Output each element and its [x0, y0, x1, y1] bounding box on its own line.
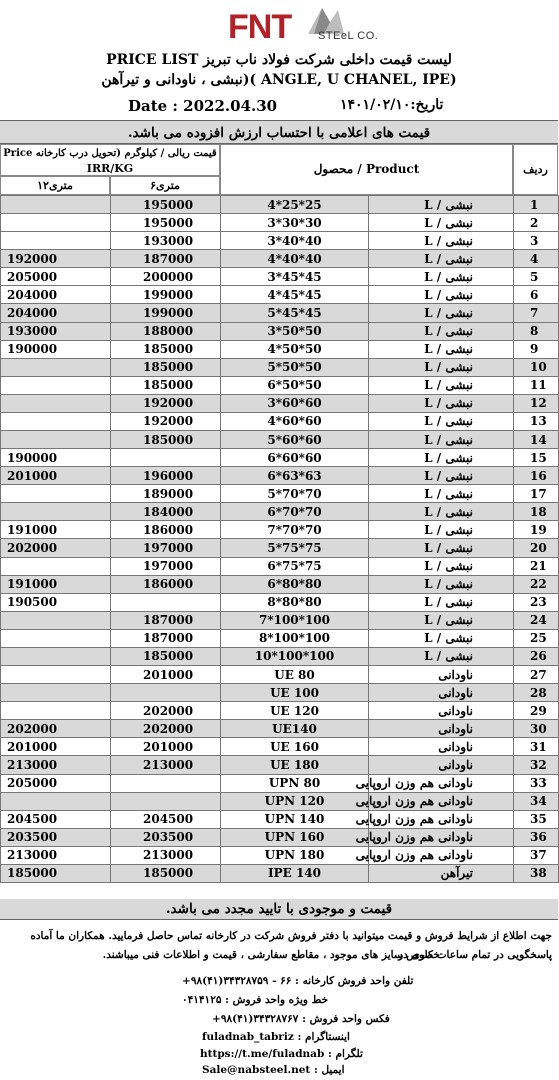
contact-hotline: [182, 994, 328, 1006]
table-row: [1, 250, 559, 268]
row-number-cell: 14: [514, 431, 559, 449]
price-12m-cell: 201000: [1, 467, 111, 485]
price-12m-cell: [1, 792, 111, 810]
price-6m-cell: 185000: [111, 431, 221, 449]
row-number-cell: 5: [514, 268, 559, 286]
contact-email[interactable]: [202, 1064, 345, 1076]
price-12m-cell: [1, 196, 111, 214]
size-cell: 25*25*4: [221, 196, 369, 214]
product-name-cell: نبشی / L: [369, 304, 514, 322]
price-6m-cell: 185000: [111, 358, 221, 376]
row-number-cell: 13: [514, 412, 559, 430]
stock-notice: قیمت و موجودی با تایید مجدد می باشد.: [0, 899, 558, 920]
table-row: [1, 412, 559, 430]
row-number-cell: 31: [514, 738, 559, 756]
product-name-cell: نبشی / L: [369, 376, 514, 394]
row-number-cell: 9: [514, 340, 559, 358]
table-row: [1, 268, 559, 286]
price-6m-cell: 200000: [111, 268, 221, 286]
product-name-cell: نبشی / L: [369, 268, 514, 286]
product-name-cell: نبشی / L: [369, 629, 514, 647]
product-name-cell: نبشی / L: [369, 611, 514, 629]
table-row: [1, 864, 559, 882]
price-6m-cell: 195000: [111, 214, 221, 232]
footer-paragraph-2: خصوص سایز های موجود ، مقاطع سفارشی ، قیمت و اطلاعات فنی میباشند.: [102, 949, 440, 961]
product-name-cell: ناودانی هم وزن اروپایی: [369, 828, 514, 846]
size-cell: 40*40*4: [221, 250, 369, 268]
price-12m-cell: 213000: [1, 756, 111, 774]
table-row: [1, 358, 559, 376]
row-number-cell: 4: [514, 250, 559, 268]
table-row: [1, 322, 559, 340]
size-cell: UPN 120: [221, 792, 369, 810]
price-group-header: [0, 144, 220, 176]
table-row: [1, 774, 559, 792]
contact-label: تلفن واحد فروش کارخانه :: [295, 975, 414, 987]
table-row: [1, 647, 559, 665]
row-number-cell: 17: [514, 485, 559, 503]
row-number-header: ردیف: [513, 144, 558, 195]
size-cell: 50*50*3: [221, 322, 369, 340]
size-cell: UE140: [221, 720, 369, 738]
price-6m-cell: [111, 593, 221, 611]
size-cell: 60*60*6: [221, 449, 369, 467]
product-name-cell: ناودانی: [369, 666, 514, 684]
size-cell: 45*45*4: [221, 286, 369, 304]
price-6m-cell: 185000: [111, 647, 221, 665]
price-6m-cell: 196000: [111, 467, 221, 485]
price-title: قیمت ریالی / کیلوگرم (تحویل درب کارخانه Price: [3, 148, 217, 159]
price-12m-cell: 202000: [1, 539, 111, 557]
price-6m-cell: 187000: [111, 611, 221, 629]
product-name-cell: ناودانی: [369, 702, 514, 720]
row-number-cell: 37: [514, 846, 559, 864]
size-cell: 75*75*6: [221, 557, 369, 575]
row-number-cell: 7: [514, 304, 559, 322]
product-name-cell: نبشی / L: [369, 485, 514, 503]
price-6m-cell: 203500: [111, 828, 221, 846]
contact-value: ۰۴۱۴۱۲۵: [182, 994, 222, 1006]
table-row: [1, 828, 559, 846]
row-number-cell: 6: [514, 286, 559, 304]
product-name-cell: نبشی / L: [369, 394, 514, 412]
telegram-link[interactable]: https://t.me/fuladnab: [200, 1048, 325, 1060]
price-list-title: لیست قیمت داخلی شرکت فولاد ناب تبریز PRICE LIST: [106, 52, 452, 68]
price-12m-cell: 191000: [1, 575, 111, 593]
price-12m-cell: [1, 557, 111, 575]
table-row: [1, 485, 559, 503]
row-number-cell: 22: [514, 575, 559, 593]
row-number-cell: 12: [514, 394, 559, 412]
price-6m-cell: 197000: [111, 557, 221, 575]
price-6m-cell: 186000: [111, 575, 221, 593]
size-cell: UE 120: [221, 702, 369, 720]
price-12m-cell: [1, 358, 111, 376]
row-number-cell: 3: [514, 232, 559, 250]
price-6m-cell: 202000: [111, 702, 221, 720]
table-row: [1, 666, 559, 684]
price-6m-cell: 195000: [111, 196, 221, 214]
product-name-cell: نبشی / L: [369, 503, 514, 521]
price-6m-cell: 201000: [111, 666, 221, 684]
size-cell: 45*45*3: [221, 268, 369, 286]
table-row: [1, 629, 559, 647]
row-number-cell: 35: [514, 810, 559, 828]
contact-instagram[interactable]: [202, 1031, 350, 1043]
table-row: [1, 720, 559, 738]
table-row: [1, 684, 559, 702]
table-row: [1, 232, 559, 250]
size-cell: UPN 140: [221, 810, 369, 828]
product-name-cell: نبشی / L: [369, 431, 514, 449]
date-english: Date : 2022.04.30: [128, 97, 278, 115]
price-6m-cell: 202000: [111, 720, 221, 738]
price-12m-cell: [1, 485, 111, 503]
price-12m-cell: [1, 412, 111, 430]
price-12m-cell: [1, 376, 111, 394]
row-number-cell: 26: [514, 647, 559, 665]
row-number-cell: 34: [514, 792, 559, 810]
price-12m-cell: 205000: [1, 268, 111, 286]
table-row: [1, 521, 559, 539]
size-cell: UE 160: [221, 738, 369, 756]
row-number-cell: 16: [514, 467, 559, 485]
size-cell: 60*60*4: [221, 412, 369, 430]
product-name-cell: نبشی / L: [369, 412, 514, 430]
product-name-cell: نبشی / L: [369, 557, 514, 575]
product-name-cell: ناودانی هم وزن اروپایی: [369, 846, 514, 864]
price-12m-cell: [1, 214, 111, 232]
price-12m-cell: [1, 394, 111, 412]
row-number-cell: 21: [514, 557, 559, 575]
size-cell: 75*75*5: [221, 539, 369, 557]
table-row: [1, 467, 559, 485]
table-row: [1, 738, 559, 756]
row-number-cell: 30: [514, 720, 559, 738]
price-12m-cell: 205000: [1, 774, 111, 792]
size-cell: 100*100*10: [221, 647, 369, 665]
product-name-cell: تیرآهن: [369, 864, 514, 882]
price-6m-cell: 184000: [111, 503, 221, 521]
row-number-cell: 33: [514, 774, 559, 792]
size-cell: 45*45*5: [221, 304, 369, 322]
row-number-cell: 19: [514, 521, 559, 539]
price-6m-cell: [111, 792, 221, 810]
col-12m-header: ۱۲متری: [0, 176, 110, 195]
price-6m-cell: 197000: [111, 539, 221, 557]
table-row: [1, 376, 559, 394]
size-cell: 50*50*5: [221, 358, 369, 376]
price-12m-cell: [1, 666, 111, 684]
product-name-cell: ناودانی هم وزن اروپایی: [369, 774, 514, 792]
table-row: [1, 810, 559, 828]
price-12m-cell: 204000: [1, 304, 111, 322]
price-12m-cell: 201000: [1, 738, 111, 756]
row-number-cell: 10: [514, 358, 559, 376]
contact-value: ۶۶ - ۳۴۳۲۸۷۵۹(۴۱)۹۸+: [182, 975, 292, 987]
row-number-cell: 25: [514, 629, 559, 647]
row-number-cell: 23: [514, 593, 559, 611]
table-row: [1, 792, 559, 810]
price-6m-cell: 192000: [111, 412, 221, 430]
price-12m-cell: [1, 684, 111, 702]
product-name-cell: ناودانی هم وزن اروپایی: [369, 792, 514, 810]
price-6m-cell: 192000: [111, 394, 221, 412]
table-row: [1, 449, 559, 467]
price-12m-cell: [1, 629, 111, 647]
contact-telegram[interactable]: [200, 1048, 363, 1060]
product-header: Product / محصول: [220, 144, 513, 195]
row-number-cell: 15: [514, 449, 559, 467]
page-header: [0, 0, 558, 120]
size-cell: 80*80*8: [221, 593, 369, 611]
price-6m-cell: 189000: [111, 485, 221, 503]
price-6m-cell: 193000: [111, 232, 221, 250]
product-name-cell: نبشی / L: [369, 286, 514, 304]
price-6m-cell: 213000: [111, 846, 221, 864]
table-row: [1, 196, 559, 214]
product-name-cell: نبشی / L: [369, 340, 514, 358]
size-cell: 60*60*5: [221, 431, 369, 449]
price-12m-cell: [1, 647, 111, 665]
product-name-cell: نبشی / L: [369, 575, 514, 593]
product-name-cell: نبشی / L: [369, 232, 514, 250]
table-row: [1, 539, 559, 557]
table-row: [1, 593, 559, 611]
price-unit: IRR/KG: [86, 162, 134, 175]
size-cell: 100*100*7: [221, 611, 369, 629]
instagram-link[interactable]: fuladnab_tabriz: [202, 1031, 294, 1043]
price-12m-cell: 190000: [1, 449, 111, 467]
table-row: [1, 304, 559, 322]
size-cell: UE 180: [221, 756, 369, 774]
size-cell: 50*50*4: [221, 340, 369, 358]
size-cell: 60*60*3: [221, 394, 369, 412]
row-number-cell: 32: [514, 756, 559, 774]
price-12m-cell: [1, 611, 111, 629]
size-cell: UPN 80: [221, 774, 369, 792]
size-cell: 100*100*8: [221, 629, 369, 647]
table-row: [1, 431, 559, 449]
product-name-cell: نبشی / L: [369, 250, 514, 268]
price-12m-cell: 192000: [1, 250, 111, 268]
product-name-cell: ناودانی: [369, 684, 514, 702]
contact-sales-phone: [182, 975, 413, 987]
date-persian: تاریخ:۱۴۰۱/۰۲/۱۰: [340, 97, 444, 113]
row-number-cell: 36: [514, 828, 559, 846]
product-name-cell: نبشی / L: [369, 539, 514, 557]
price-12m-cell: 202000: [1, 720, 111, 738]
product-name-cell: نبشی / L: [369, 214, 514, 232]
product-name-cell: ناودانی: [369, 756, 514, 774]
email-link[interactable]: Sale@nabsteel.net: [202, 1064, 311, 1076]
table-row: [1, 557, 559, 575]
size-cell: UPN 160: [221, 828, 369, 846]
contact-label: ایمیل :: [313, 1064, 345, 1076]
price-6m-cell: 204500: [111, 810, 221, 828]
table-row: [1, 756, 559, 774]
table-row: [1, 611, 559, 629]
price-12m-cell: [1, 431, 111, 449]
price-6m-cell: 187000: [111, 250, 221, 268]
row-number-cell: 27: [514, 666, 559, 684]
product-name-cell: نبشی / L: [369, 593, 514, 611]
contact-label: تلگرام :: [328, 1048, 363, 1060]
price-12m-cell: 204000: [1, 286, 111, 304]
table-row: [1, 340, 559, 358]
price-12m-cell: 185000: [1, 864, 111, 882]
row-number-cell: 18: [514, 503, 559, 521]
price-12m-cell: [1, 503, 111, 521]
price-6m-cell: 185000: [111, 864, 221, 882]
row-number-cell: 11: [514, 376, 559, 394]
price-6m-cell: 188000: [111, 322, 221, 340]
price-6m-cell: 186000: [111, 521, 221, 539]
product-name-cell: نبشی / L: [369, 322, 514, 340]
price-6m-cell: 199000: [111, 304, 221, 322]
price-list-subtitle: (ANGLE, U CHANEL, IPE )(نبشی ، ناودانی و تیرآهن: [101, 72, 457, 88]
product-name-cell: ناودانی: [369, 738, 514, 756]
price-12m-cell: 213000: [1, 846, 111, 864]
product-name-cell: ناودانی هم وزن اروپایی: [369, 810, 514, 828]
size-cell: IPE 140: [221, 864, 369, 882]
price-6m-cell: [111, 684, 221, 702]
product-name-cell: نبشی / L: [369, 521, 514, 539]
contact-label: فکس واحد فروش :: [302, 1013, 390, 1025]
size-cell: 80*80*6: [221, 575, 369, 593]
size-cell: 63*63*6: [221, 467, 369, 485]
row-number-cell: 28: [514, 684, 559, 702]
row-number-cell: 20: [514, 539, 559, 557]
price-6m-cell: 185000: [111, 376, 221, 394]
product-name-cell: نبشی / L: [369, 358, 514, 376]
size-cell: 30*30*3: [221, 214, 369, 232]
price-6m-cell: 185000: [111, 340, 221, 358]
price-12m-cell: 193000: [1, 322, 111, 340]
price-12m-cell: 190000: [1, 340, 111, 358]
contact-value: ۳۴۳۲۸۷۶۷(۴۱)۹۸+: [212, 1013, 299, 1025]
size-cell: UE 100: [221, 684, 369, 702]
price-12m-cell: 203500: [1, 828, 111, 846]
price-12m-cell: [1, 232, 111, 250]
row-number-cell: 38: [514, 864, 559, 882]
product-name-cell: نبشی / L: [369, 467, 514, 485]
contact-label: خط ویژه واحد فروش :: [225, 994, 329, 1006]
product-name-cell: نبشی / L: [369, 449, 514, 467]
price-6m-cell: 187000: [111, 629, 221, 647]
size-cell: 70*70*5: [221, 485, 369, 503]
row-number-cell: 8: [514, 322, 559, 340]
size-cell: 70*70*6: [221, 503, 369, 521]
price-12m-cell: [1, 702, 111, 720]
table-header: [0, 144, 558, 195]
size-cell: UE 80: [221, 666, 369, 684]
table-row: [1, 394, 559, 412]
table-row: [1, 214, 559, 232]
table-row: [1, 575, 559, 593]
table-row: [1, 503, 559, 521]
price-12m-cell: 204500: [1, 810, 111, 828]
company-logo: FNT: [228, 8, 292, 46]
table-row: [1, 286, 559, 304]
price-6m-cell: 213000: [111, 756, 221, 774]
col-6m-header: ۶متری: [110, 176, 220, 195]
vat-notice: قیمت های اعلامی با احتساب ارزش افزوده می باشد.: [0, 120, 558, 144]
price-6m-cell: 199000: [111, 286, 221, 304]
product-name-cell: ناودانی: [369, 720, 514, 738]
size-cell: 70*70*7: [221, 521, 369, 539]
company-logo-subtitle: STEeL CO.: [318, 30, 379, 42]
table-row: [1, 702, 559, 720]
product-name-cell: نبشی / L: [369, 196, 514, 214]
row-number-cell: 1: [514, 196, 559, 214]
row-number-cell: 24: [514, 611, 559, 629]
table-row: [1, 846, 559, 864]
price-6m-cell: [111, 774, 221, 792]
size-cell: UPN 180: [221, 846, 369, 864]
price-table: [0, 195, 559, 883]
contact-fax: [212, 1013, 390, 1025]
footer-paragraph-1: جهت اطلاع از شرایط فروش و قیمت میتوانید با دفتر فروش شرکت در کارخانه تماس حاصل فرمایید. همکاران ما آماده پاسخگویی در تمام ساعات کاری در: [30, 930, 552, 961]
size-cell: 50*50*6: [221, 376, 369, 394]
price-6m-cell: 201000: [111, 738, 221, 756]
row-number-cell: 29: [514, 702, 559, 720]
product-name-cell: نبشی / L: [369, 647, 514, 665]
contact-label: اینستاگرام :: [297, 1031, 350, 1043]
price-6m-cell: [111, 449, 221, 467]
row-number-cell: 2: [514, 214, 559, 232]
size-cell: 40*40*3: [221, 232, 369, 250]
price-12m-cell: 191000: [1, 521, 111, 539]
price-12m-cell: 190500: [1, 593, 111, 611]
